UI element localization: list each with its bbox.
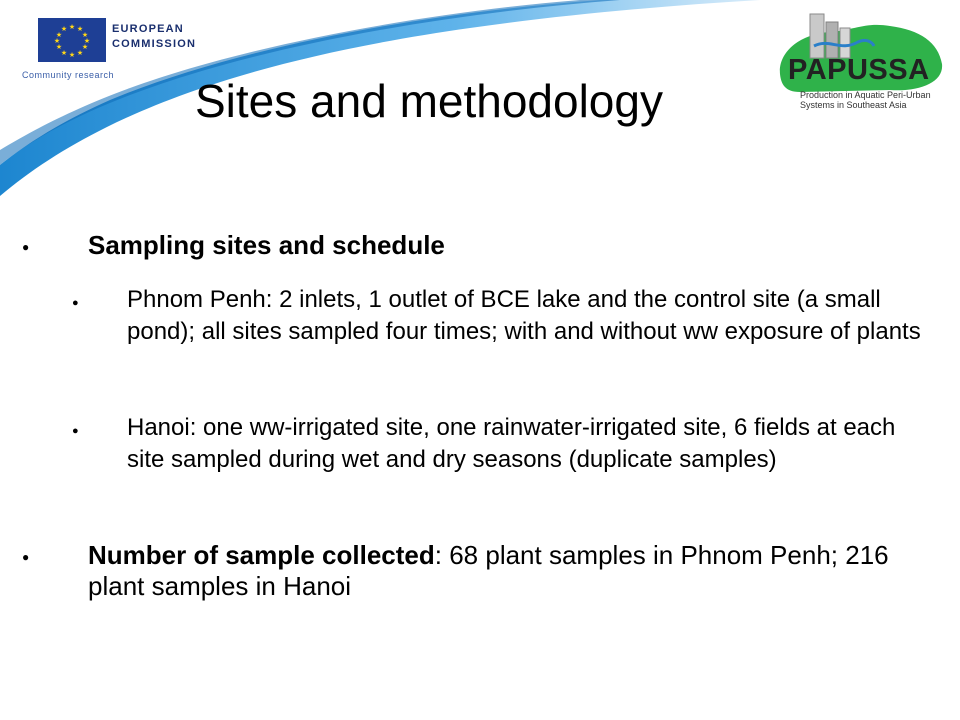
eu-logo-line2: COMMISSION (112, 38, 197, 50)
sub-bullet-phnom-penh: Phnom Penh: 2 inlets, 1 outlet of BCE lake and the control site (a small pond); all sites sampled four times; with and without ww exposure of plants (127, 286, 921, 345)
eu-logo-subtitle: Community research (22, 70, 115, 80)
svg-text:★: ★ (55, 43, 63, 51)
svg-text:★: ★ (60, 25, 68, 33)
eu-flag-icon (38, 18, 106, 62)
eu-logo-text (112, 22, 196, 52)
papussa-tagline-line1: Production in Aquatic Peri-Urban (800, 90, 931, 100)
svg-text:★: ★ (83, 37, 91, 45)
papussa-tagline-line2: Systems in Southeast Asia (800, 100, 907, 110)
svg-text:★: ★ (53, 37, 61, 45)
slide-title: Sites and methodology (195, 75, 663, 127)
svg-text:★: ★ (68, 51, 76, 59)
svg-text:★: ★ (81, 31, 89, 39)
bullet-heading-sampling-sites: Sampling sites and schedule (88, 230, 445, 260)
svg-text:★: ★ (76, 25, 84, 33)
sub-bullet-hanoi: Hanoi: one ww-irrigated site, one rainwater-irrigated site, 6 fields at each site sampled during wet and dry seasons (duplicate samples) (127, 414, 896, 473)
bullet-sample-count (88, 540, 918, 602)
bullet-heading-sample-count: Number of sample collected (88, 540, 435, 570)
papussa-logo-tagline (800, 90, 931, 110)
svg-text:★: ★ (68, 23, 76, 31)
bullet-marker: ● (22, 550, 30, 564)
european-commission-logo (20, 14, 200, 86)
svg-text:★: ★ (81, 43, 89, 51)
svg-text:★: ★ (55, 31, 63, 39)
sub-bullet-marker: ● (72, 297, 79, 309)
papussa-logo (770, 12, 955, 112)
bullet-sample-count-text: : 68 plant samples in Phnom Penh; 216 plant samples in Hanoi (88, 540, 889, 601)
bullet-marker: ● (22, 240, 30, 254)
papussa-logo-name: PAPUSSA (788, 54, 930, 86)
eu-logo-line1: EUROPEAN (112, 23, 184, 35)
sub-bullet-marker: ● (72, 425, 79, 437)
svg-text:★: ★ (76, 49, 84, 57)
svg-text:★: ★ (60, 49, 68, 57)
